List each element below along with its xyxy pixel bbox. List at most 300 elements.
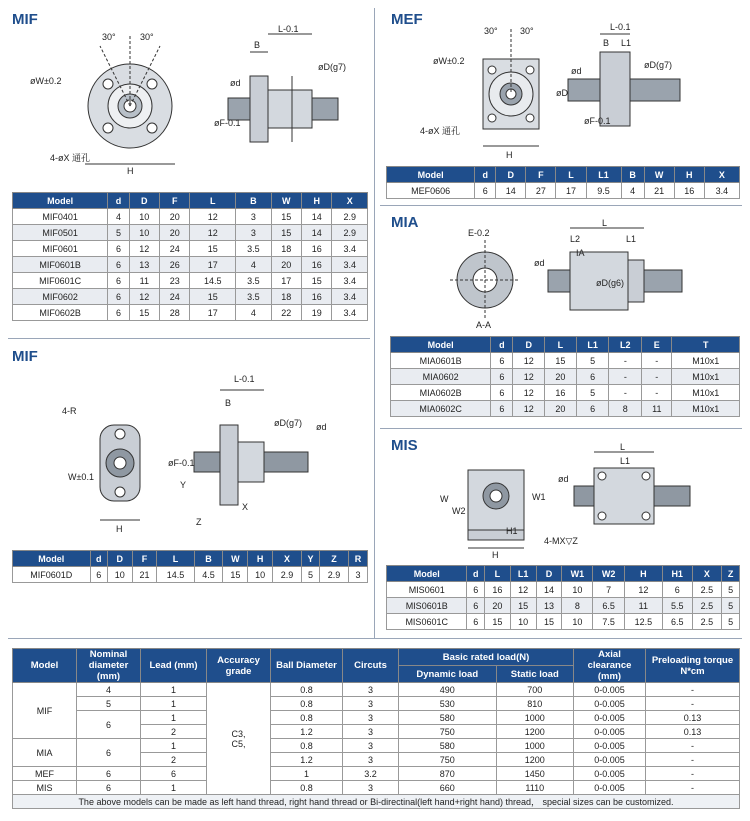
- preload-cell: 0.13: [646, 725, 740, 739]
- table-row: [13, 305, 368, 321]
- column-header: F: [132, 551, 157, 567]
- column-header: L: [190, 193, 236, 209]
- table-cell: -: [609, 369, 642, 385]
- model-cell: MIA0602B: [391, 385, 491, 401]
- table-cell: 6: [491, 369, 513, 385]
- column-header: L: [157, 551, 194, 567]
- column-header: Y: [301, 551, 319, 567]
- table-cell: 6: [108, 241, 129, 257]
- table-cell: 20: [160, 209, 190, 225]
- axial-cell: 0-0.005: [574, 725, 646, 739]
- table-cell: 4: [621, 183, 644, 199]
- table-cell: 6: [108, 273, 129, 289]
- table-cell: 3.4: [332, 241, 368, 257]
- table-cell: 28: [160, 305, 190, 321]
- label-h: H: [127, 166, 134, 176]
- model-cell: MEF: [13, 767, 77, 781]
- static-cell: 1450: [496, 767, 573, 781]
- label-w: W: [440, 494, 449, 504]
- table-cell: 3.4: [704, 183, 739, 199]
- label-r: 4-R: [62, 406, 77, 416]
- table-cell: 16: [302, 241, 332, 257]
- dynamic-cell: 870: [399, 767, 497, 781]
- table-row: [13, 683, 740, 697]
- label-w: øW±0.2: [433, 56, 465, 66]
- column-header: E: [642, 337, 672, 353]
- table-cell: 12: [510, 582, 536, 598]
- model-cell: MIA0602: [391, 369, 491, 385]
- label-l: L: [602, 218, 608, 228]
- table-cell: 15: [271, 225, 301, 241]
- section-title-mef: MEF: [391, 11, 423, 28]
- preload-cell: 0.13: [646, 711, 740, 725]
- table-cell: 4: [236, 305, 272, 321]
- table-cell: 11: [624, 598, 662, 614]
- table-cell: 14.5: [190, 273, 236, 289]
- table-cell: 16: [302, 257, 332, 273]
- table-cell: 17: [190, 305, 236, 321]
- label-l1: L1: [621, 38, 632, 48]
- table-cell: 6: [108, 305, 129, 321]
- model-cell: MIF0601: [13, 241, 108, 257]
- table-row: [391, 385, 740, 401]
- table-cell: 6: [467, 614, 485, 630]
- table-cell: 3: [236, 209, 272, 225]
- table-cell: 22: [271, 305, 301, 321]
- table-cell: 7: [593, 582, 624, 598]
- label-x: X: [242, 502, 249, 512]
- label-f: øF-0.1: [584, 116, 611, 126]
- column-header: T: [672, 337, 740, 353]
- header-static: Static load: [496, 666, 573, 683]
- column-header: D: [129, 193, 159, 209]
- table-cell: 4: [236, 257, 272, 273]
- lead-cell: 2: [141, 753, 207, 767]
- table-cell: 3: [236, 225, 272, 241]
- mef-drawing: [388, 24, 738, 164]
- table-cell: M10x1: [672, 353, 740, 369]
- header-axial: Axial clearance (mm): [574, 649, 646, 683]
- table-cell: 12: [513, 385, 545, 401]
- divider-right-2: [380, 428, 742, 429]
- circuits-cell: 3: [343, 683, 399, 697]
- table-cell: 3.4: [332, 305, 368, 321]
- circuits-cell: 3: [343, 697, 399, 711]
- label-f: øF-0.1: [168, 458, 195, 468]
- mif-drawing: [30, 26, 370, 176]
- table-cell: 26: [160, 257, 190, 273]
- column-header: L1: [510, 566, 536, 582]
- column-header: D: [513, 337, 545, 353]
- column-header: L1: [576, 337, 609, 353]
- model-cell: MIS0601B: [387, 598, 467, 614]
- table-cell: 10: [107, 567, 132, 583]
- table-cell: 6.5: [593, 598, 624, 614]
- dynamic-cell: 750: [399, 725, 497, 739]
- table-cell: -: [642, 353, 672, 369]
- lead-cell: 1: [141, 781, 207, 795]
- table-row: [13, 241, 368, 257]
- dynamic-cell: 750: [399, 753, 497, 767]
- table-row: [13, 257, 368, 273]
- column-header: W: [644, 167, 674, 183]
- nominal-cell: 5: [77, 697, 141, 711]
- table-cell: 9.5: [586, 183, 621, 199]
- table-cell: 5: [108, 225, 129, 241]
- model-cell: MIF0601C: [13, 273, 108, 289]
- column-header: X: [692, 566, 722, 582]
- column-header: L2: [609, 337, 642, 353]
- mis-table: [386, 565, 740, 630]
- table-cell: 2.9: [332, 209, 368, 225]
- table-cell: 16: [545, 385, 577, 401]
- table-cell: 10: [562, 614, 593, 630]
- table-row: [391, 369, 740, 385]
- table-cell: 15: [302, 273, 332, 289]
- label-h: H: [116, 524, 123, 534]
- label-d: ød: [571, 66, 582, 76]
- label-h: H: [506, 150, 513, 160]
- table-cell: 14: [302, 209, 332, 225]
- table-cell: 27: [526, 183, 556, 199]
- table-cell: 10: [248, 567, 273, 583]
- table-cell: 17: [190, 257, 236, 273]
- table-row: [13, 711, 740, 725]
- ball-cell: 0.8: [271, 683, 343, 697]
- table-cell: 12: [129, 289, 159, 305]
- nominal-cell: 6: [77, 767, 141, 781]
- mif-table: [12, 192, 368, 321]
- static-cell: 700: [496, 683, 573, 697]
- column-header: L: [545, 337, 577, 353]
- column-header: F: [526, 167, 556, 183]
- preload-cell: -: [646, 697, 740, 711]
- axial-cell: 0-0.005: [574, 781, 646, 795]
- mif-2-drawing: [30, 370, 370, 540]
- column-header: D: [496, 167, 526, 183]
- column-header: W1: [562, 566, 593, 582]
- nominal-cell: 4: [77, 683, 141, 697]
- table-cell: 6: [491, 401, 513, 417]
- label-dg: øD(g6): [596, 278, 625, 288]
- static-cell: 1200: [496, 753, 573, 767]
- column-header: Z: [722, 566, 740, 582]
- model-cell: MIS: [13, 781, 77, 795]
- axial-cell: 0-0.005: [574, 697, 646, 711]
- table-cell: 3: [348, 567, 367, 583]
- column-header: Z: [320, 551, 349, 567]
- header-circuits: Circuts: [343, 649, 399, 683]
- lead-cell: 1: [141, 739, 207, 753]
- column-header: d: [108, 193, 129, 209]
- column-header: Model: [13, 193, 108, 209]
- table-cell: 18: [271, 289, 301, 305]
- table-row: [13, 289, 368, 305]
- column-header: L: [485, 566, 510, 582]
- static-cell: 1000: [496, 739, 573, 753]
- column-header: H: [674, 167, 704, 183]
- model-cell: MIF0602: [13, 289, 108, 305]
- label-l: L: [620, 442, 626, 452]
- axial-cell: 0-0.005: [574, 739, 646, 753]
- label-d: ød: [316, 422, 327, 432]
- table-cell: 12: [513, 369, 545, 385]
- table-row: [13, 209, 368, 225]
- table-cell: 5: [576, 353, 609, 369]
- section-title-mif-2: MIF: [12, 348, 38, 365]
- table-cell: 21: [132, 567, 157, 583]
- table-cell: -: [609, 353, 642, 369]
- table-cell: 12: [190, 209, 236, 225]
- table-cell: 4.5: [194, 567, 223, 583]
- preload-cell: -: [646, 753, 740, 767]
- table-cell: 6: [108, 257, 129, 273]
- circuits-cell: 3: [343, 781, 399, 795]
- table-cell: -: [642, 369, 672, 385]
- table-row: [387, 598, 740, 614]
- model-cell: MIA0601B: [391, 353, 491, 369]
- table-cell: 6.5: [662, 614, 692, 630]
- table-cell: 6: [491, 353, 513, 369]
- column-header: D: [107, 551, 132, 567]
- label-d: ød: [558, 474, 569, 484]
- model-cell: MEF0606: [387, 183, 475, 199]
- table-cell: 3.5: [236, 289, 272, 305]
- table-row: [13, 225, 368, 241]
- lead-cell: 6: [141, 767, 207, 781]
- table-cell: 2.9: [320, 567, 349, 583]
- column-header: W: [271, 193, 301, 209]
- static-cell: 1110: [496, 781, 573, 795]
- header-lead: Lead (mm): [141, 649, 207, 683]
- table-cell: 11: [642, 401, 672, 417]
- column-header: H1: [662, 566, 692, 582]
- header-preload: Preloading torque N*cm: [646, 649, 740, 683]
- table-cell: 11: [129, 273, 159, 289]
- preload-cell: -: [646, 767, 740, 781]
- model-cell: MIF: [13, 683, 77, 739]
- table-cell: 5: [722, 614, 740, 630]
- note-row: [13, 795, 740, 809]
- table-cell: 20: [485, 598, 510, 614]
- table-cell: 13: [129, 257, 159, 273]
- table-cell: 16: [485, 582, 510, 598]
- header-nominal: Nominal diameter (mm): [77, 649, 141, 683]
- table-cell: 15: [510, 598, 536, 614]
- circuits-cell: 3: [343, 753, 399, 767]
- mif-body-side: [250, 76, 268, 142]
- table-cell: 24: [160, 289, 190, 305]
- accuracy-value: C5,: [231, 738, 246, 749]
- table-cell: 15: [485, 614, 510, 630]
- column-header: X: [273, 551, 302, 567]
- table-cell: 5: [722, 582, 740, 598]
- nominal-cell: 6: [77, 739, 141, 767]
- label-dg: øD(g7): [644, 60, 673, 70]
- table-cell: 15: [129, 305, 159, 321]
- table-cell: 20: [545, 401, 577, 417]
- ball-cell: 0.8: [271, 781, 343, 795]
- header-accuracy: Accuracy grade: [207, 649, 271, 683]
- column-header: D: [536, 566, 561, 582]
- label-30-right: 30°: [140, 32, 154, 42]
- column-header: Model: [391, 337, 491, 353]
- label-w2: W2: [452, 506, 466, 516]
- mia-table: [390, 336, 740, 417]
- table-cell: 15: [190, 289, 236, 305]
- label-f: øF-0.1: [214, 118, 241, 128]
- vertical-divider: [374, 8, 375, 638]
- mia-drawing: [410, 218, 740, 332]
- circuits-cell: 3: [343, 711, 399, 725]
- table-cell: 23: [160, 273, 190, 289]
- table-cell: 21: [644, 183, 674, 199]
- column-header: H: [302, 193, 332, 209]
- table-cell: 15: [271, 209, 301, 225]
- label-dd: øD: [556, 88, 568, 98]
- table-cell: 10: [562, 582, 593, 598]
- column-header: F: [160, 193, 190, 209]
- label-l1: L1: [626, 234, 637, 244]
- table-row: [13, 767, 740, 781]
- table-cell: 14.5: [157, 567, 194, 583]
- table-cell: 6: [90, 567, 107, 583]
- lead-cell: 1: [141, 683, 207, 697]
- preload-cell: -: [646, 781, 740, 795]
- ball-cell: 0.8: [271, 711, 343, 725]
- column-header: L1: [586, 167, 621, 183]
- column-header: B: [621, 167, 644, 183]
- section-title-mia: MIA: [391, 214, 419, 231]
- lead-cell: 2: [141, 725, 207, 739]
- table-cell: 17: [271, 273, 301, 289]
- column-header: X: [332, 193, 368, 209]
- column-header: X: [704, 167, 739, 183]
- label-w: W±0.1: [68, 472, 94, 482]
- divider-right-1: [380, 205, 742, 206]
- label-l: L-0.1: [610, 22, 631, 32]
- header-dynamic: Dynamic load: [399, 666, 497, 683]
- column-header: R: [348, 551, 367, 567]
- label-b: B: [603, 38, 610, 48]
- lead-cell: 1: [141, 697, 207, 711]
- column-header: d: [467, 566, 485, 582]
- table-cell: 16: [302, 289, 332, 305]
- table-cell: -: [609, 385, 642, 401]
- ball-cell: 0.8: [271, 697, 343, 711]
- circuits-cell: 3.2: [343, 767, 399, 781]
- table-cell: 6: [662, 582, 692, 598]
- table-cell: M10x1: [672, 385, 740, 401]
- axial-cell: 0-0.005: [574, 711, 646, 725]
- table-cell: 6: [576, 401, 609, 417]
- label-e: E-0.2: [468, 228, 490, 238]
- column-header: d: [90, 551, 107, 567]
- table-row: [387, 582, 740, 598]
- table-cell: 8: [562, 598, 593, 614]
- label-30-left: 30°: [102, 32, 116, 42]
- label-dg: øD(g7): [318, 62, 347, 72]
- axial-cell: 0-0.005: [574, 753, 646, 767]
- column-header: d: [491, 337, 513, 353]
- table-cell: 15: [223, 567, 248, 583]
- label-aa: A-A: [476, 320, 492, 330]
- table-cell: 7.5: [593, 614, 624, 630]
- header-ball: Ball Diameter: [271, 649, 343, 683]
- label-d: ød: [230, 78, 241, 88]
- label-h1: H1: [506, 526, 518, 536]
- label-b: B: [254, 40, 261, 50]
- table-cell: 15: [536, 614, 561, 630]
- column-header: W: [223, 551, 248, 567]
- label-dg: øD(g7): [274, 418, 303, 428]
- table-cell: 16: [674, 183, 704, 199]
- circuits-cell: 3: [343, 739, 399, 753]
- preload-cell: -: [646, 739, 740, 753]
- table-cell: 10: [510, 614, 536, 630]
- table-cell: 10: [129, 225, 159, 241]
- mef-body-side: [600, 52, 630, 126]
- table-row: [387, 183, 740, 199]
- table-row: [13, 273, 368, 289]
- table-cell: 13: [536, 598, 561, 614]
- table-cell: 14: [496, 183, 526, 199]
- column-header: H: [624, 566, 662, 582]
- section-title-mif: MIF: [12, 11, 38, 28]
- table-cell: -: [642, 385, 672, 401]
- table-row: [13, 697, 740, 711]
- table-cell: 5: [576, 385, 609, 401]
- model-cell: MIA0602C: [391, 401, 491, 417]
- summary-table: [12, 648, 740, 809]
- table-row: [13, 567, 368, 583]
- table-row: [13, 739, 740, 753]
- circuits-cell: 3: [343, 725, 399, 739]
- label-z: Z: [196, 517, 202, 527]
- table-cell: 12: [513, 353, 545, 369]
- static-cell: 1000: [496, 711, 573, 725]
- table-cell: 18: [271, 241, 301, 257]
- static-cell: 810: [496, 697, 573, 711]
- nominal-cell: 6: [77, 711, 141, 739]
- label-l: L-0.1: [278, 24, 299, 34]
- table-cell: 2.5: [692, 598, 722, 614]
- table-cell: 14: [302, 225, 332, 241]
- accuracy-value: C3,: [231, 728, 246, 739]
- table-cell: 3.4: [332, 273, 368, 289]
- model-cell: MIF0601B: [13, 257, 108, 273]
- table-cell: 3.4: [332, 257, 368, 273]
- table-cell: 15: [545, 353, 577, 369]
- label-h: H: [492, 550, 499, 560]
- model-cell: MIS0601C: [387, 614, 467, 630]
- label-x: 4-øX 通孔: [50, 153, 91, 163]
- dynamic-cell: 660: [399, 781, 497, 795]
- table-cell: 12: [129, 241, 159, 257]
- header-model: Model: [13, 649, 77, 683]
- table-row: [391, 401, 740, 417]
- table-cell: 19: [302, 305, 332, 321]
- table-cell: 20: [545, 369, 577, 385]
- table-cell: 24: [160, 241, 190, 257]
- label-30-left: 30°: [484, 26, 498, 36]
- dynamic-cell: 580: [399, 739, 497, 753]
- label-w1: W1: [532, 492, 546, 502]
- mif-2-table: [12, 550, 368, 583]
- dynamic-cell: 530: [399, 697, 497, 711]
- dynamic-cell: 580: [399, 711, 497, 725]
- divider-bottom: [8, 638, 742, 639]
